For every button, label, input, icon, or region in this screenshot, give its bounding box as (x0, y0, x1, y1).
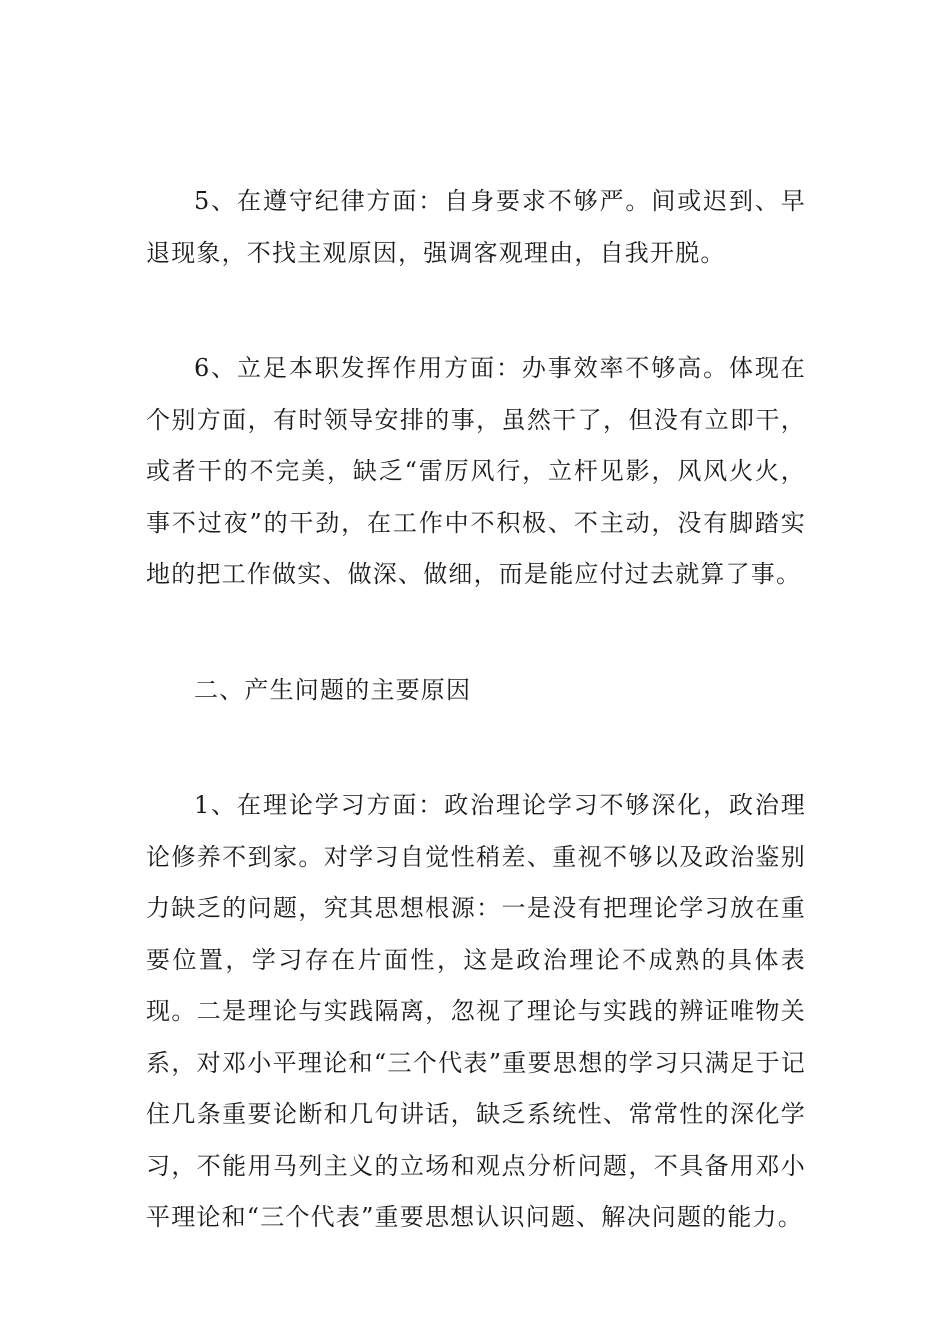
document-body (146, 176, 806, 1244)
paragraph-theory-study: 1、在理论学习方面：政治理论学习不够深化，政治理论修养不到家。对学习自觉性稍差、重视不够以及政治鉴别力缺乏的问题，究其思想根源：一是没有把理论学习放在重要位置，学习存在片面性，这是政治理论不成熟的具体表现。二是理论与实践隔离，忽视了理论与实践的辨证唯物关系，对邓小平理论和“三个代表”重要思想的学习只满足于记住几条重要论断和几句讲话，缺乏系统性、常常性的深化学习，不能用马列主义的立场和观点分析问题，不具备用邓小平理论和“三个代表”重要思想认识问题、解决问题的能力。 (146, 791, 806, 1231)
paragraph-discipline: 5、在遵守纪律方面：自身要求不够严。间或迟到、早退现象，不找主观原因，强调客观理由，自我开脱。 (146, 187, 806, 267)
paragraph-spacer (146, 279, 806, 343)
paragraph-work-efficiency: 6、立足本职发挥作用方面：办事效率不够高。体现在个别方面，有时领导安排的事，虽然干了，但没有立即干，或者干的不完美，缺乏“雷厉风行，立杆见影，风风火火，事不过夜”的干劲，在工作中不积极、不主动，没有脚踏实地的把工作做实、做深、做细，而是能应付过去就算了事。 (146, 354, 806, 588)
paragraph-spacer (146, 716, 806, 780)
paragraph-spacer (146, 601, 806, 665)
section-heading-causes: 二、产生问题的主要原因 (194, 675, 472, 704)
